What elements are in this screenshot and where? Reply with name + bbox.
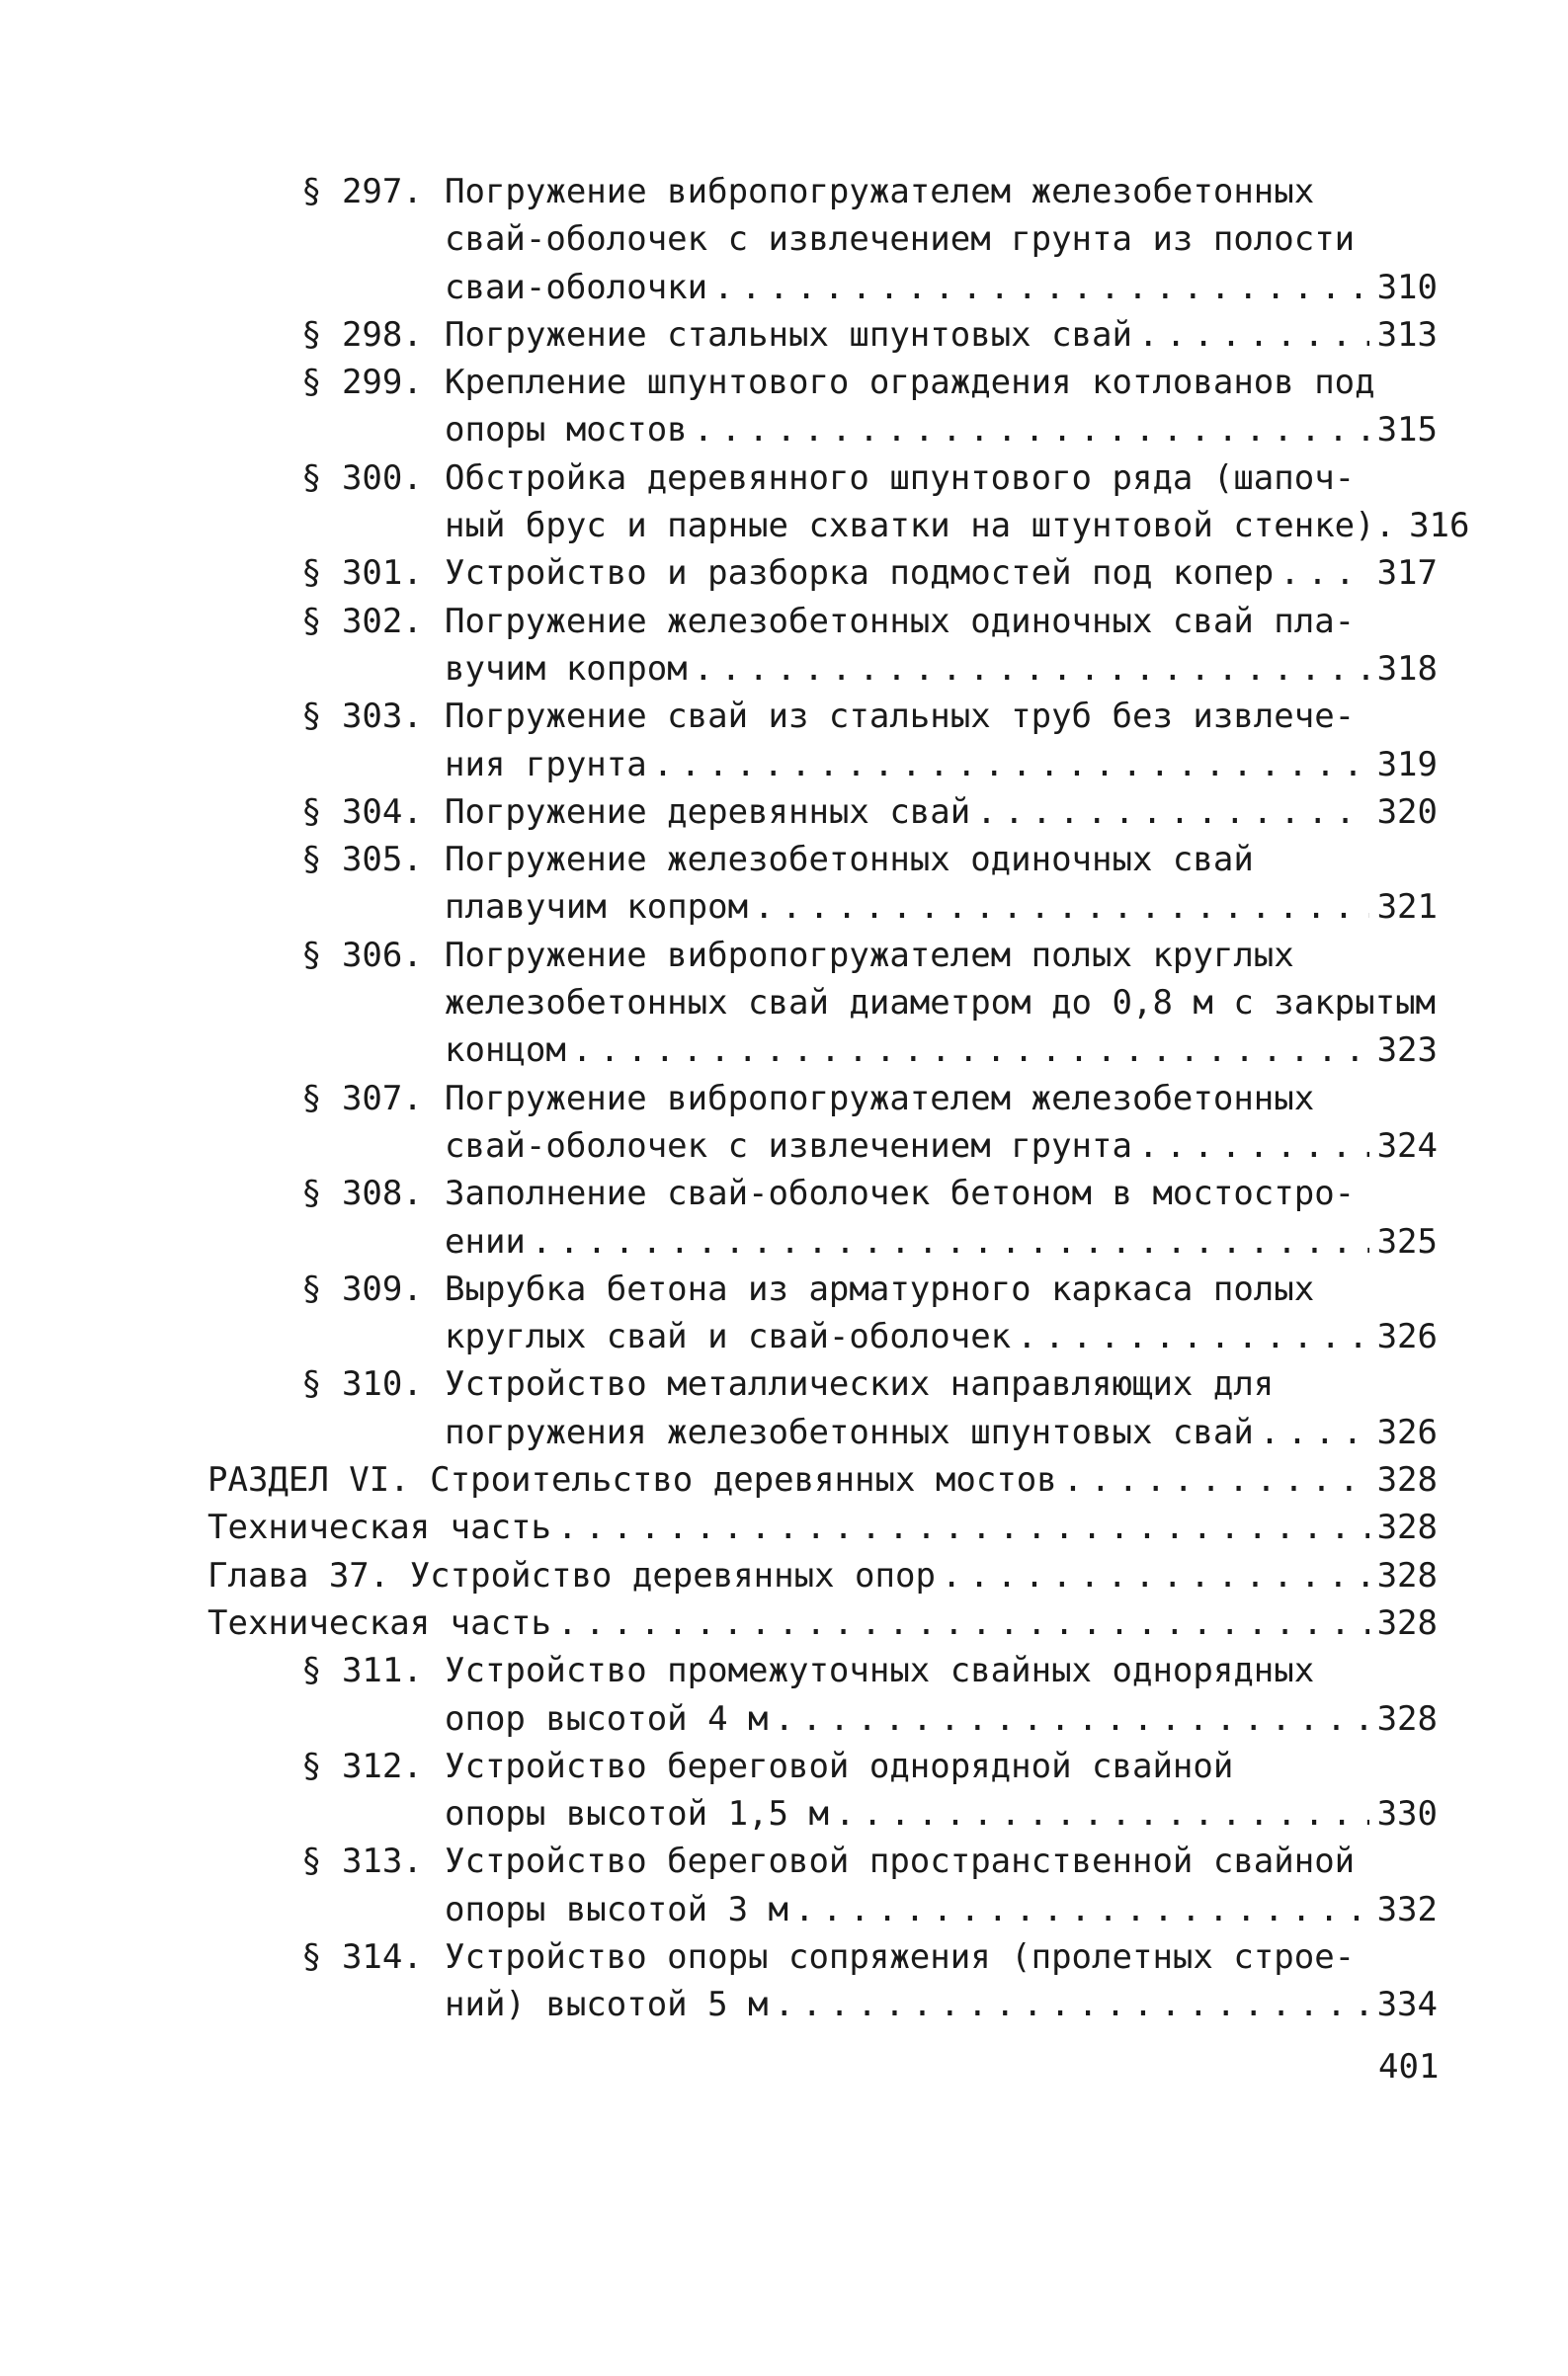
toc-entry-leader-row bbox=[445, 1218, 1438, 1266]
toc-page-ref: 319 bbox=[1376, 744, 1438, 784]
dot-leader bbox=[1138, 1122, 1369, 1170]
toc-entry-leader-row bbox=[207, 1599, 1438, 1647]
section-marker: § 308. bbox=[301, 1174, 423, 1214]
section-marker: § 305. bbox=[301, 840, 423, 880]
toc-entry-text-line: опоры мостов bbox=[445, 410, 688, 451]
dot-leader bbox=[976, 788, 1368, 836]
section-marker: § 302. bbox=[301, 601, 423, 641]
toc-page-ref: 325 bbox=[1376, 1221, 1438, 1262]
toc-section-entry bbox=[207, 1743, 1438, 1839]
toc-entry-text-line: опоры высотой 1,5 м bbox=[445, 1794, 829, 1835]
toc-entry-text-line: Устройство береговой однорядной свайной bbox=[445, 1746, 1234, 1786]
toc-entry-leader-row bbox=[445, 1981, 1438, 2028]
toc-entry-text-line: Устройство промежуточных свайных однорядных bbox=[445, 1651, 1315, 1691]
dot-leader bbox=[775, 1981, 1369, 2028]
toc-entry-leader-row bbox=[445, 264, 1438, 311]
toc-entry-text-line: Устройство металлических направляющих для bbox=[445, 1364, 1275, 1405]
toc-page-ref: 332 bbox=[1376, 1889, 1438, 1929]
section-marker: § 300. bbox=[301, 457, 423, 498]
toc-heading-entry bbox=[207, 1552, 1438, 1599]
section-marker: § 299. bbox=[301, 363, 423, 403]
toc-entry-text-line: свай-оболочек с извлечением грунта из полости bbox=[445, 219, 1356, 260]
toc-page-ref: 326 bbox=[1376, 1317, 1438, 1357]
dot-leader bbox=[557, 1504, 1369, 1551]
toc-entry-leader-row bbox=[445, 645, 1438, 693]
toc-section-entry bbox=[207, 1266, 1438, 1361]
toc-section-entry bbox=[207, 1360, 1438, 1456]
toc-page-ref: 318 bbox=[1376, 648, 1438, 689]
section-marker: § 297. bbox=[301, 172, 423, 211]
toc-entry-text-line: Устройство опоры сопряжения (пролетных строе- bbox=[445, 1936, 1356, 1977]
dot-leader bbox=[754, 883, 1369, 931]
toc-page-ref: 313 bbox=[1376, 314, 1438, 355]
dot-leader bbox=[1279, 549, 1368, 597]
toc-entry-leader-row bbox=[445, 1026, 1438, 1074]
toc-entry-text-line: Крепление шпунтового ограждения котлованов под bbox=[445, 363, 1375, 403]
toc-entry-text-line: Техническая часть bbox=[207, 1602, 551, 1643]
dot-leader bbox=[775, 1695, 1369, 1743]
toc-entry-leader-row bbox=[445, 883, 1438, 931]
toc-entry-leader-row bbox=[445, 1695, 1438, 1743]
toc-entry-text-line: РАЗДЕЛ VI. Строительство деревянных мостов bbox=[207, 1460, 1057, 1501]
toc-entry-text-line: вучим копром bbox=[445, 648, 688, 689]
toc-entry-leader-row bbox=[207, 1552, 1438, 1599]
toc-section-entry bbox=[207, 359, 1438, 454]
toc-entry-text-line: сваи-оболочки bbox=[445, 267, 708, 307]
toc-page-ref: 330 bbox=[1376, 1794, 1438, 1835]
toc-entry-leader-row bbox=[445, 1409, 1438, 1456]
section-marker: § 304. bbox=[301, 791, 423, 832]
toc-section-entry bbox=[207, 598, 1438, 694]
toc-entry-text-line: Глава 37. Устройство деревянных опор bbox=[207, 1555, 936, 1596]
toc-entry-leader-row bbox=[445, 788, 1438, 836]
toc-entry-text-line: плавучим копром bbox=[445, 887, 749, 928]
toc-entry-leader-row bbox=[445, 1790, 1438, 1838]
toc-section-entry bbox=[207, 788, 1438, 836]
toc-entry-text-line: ния грунта bbox=[445, 744, 647, 784]
section-marker: § 306. bbox=[301, 935, 423, 975]
toc-page-ref: 310 bbox=[1376, 267, 1438, 307]
toc-section-entry bbox=[207, 454, 1470, 550]
toc-page-ref: 321 bbox=[1376, 887, 1438, 928]
toc-entry-text-line: Устройство береговой пространственной свайной bbox=[445, 1842, 1356, 1882]
toc-entry-leader-row bbox=[207, 1504, 1438, 1551]
toc-page-ref: 315 bbox=[1376, 410, 1438, 451]
section-marker: § 312. bbox=[301, 1746, 423, 1786]
toc-section-entry bbox=[207, 836, 1438, 932]
section-marker: § 314. bbox=[301, 1936, 423, 1977]
page-number: 401 bbox=[1378, 2047, 1440, 2087]
dot-leader bbox=[1260, 1409, 1369, 1456]
toc-heading-entry bbox=[207, 1599, 1438, 1647]
toc-entry-text-line: концом bbox=[445, 1030, 566, 1071]
toc-entry-text-line: погружения железобетонных шпунтовых свай bbox=[445, 1412, 1254, 1452]
section-marker: § 310. bbox=[301, 1364, 423, 1405]
toc-entry-text-line: Погружение вибропогружателем железобетонных bbox=[445, 172, 1315, 211]
table-of-contents bbox=[207, 168, 1470, 2029]
toc-section-entry bbox=[207, 168, 1438, 311]
toc-section-entry bbox=[207, 549, 1438, 597]
toc-entry-text-line: Погружение стальных шпунтовых свай bbox=[445, 314, 1132, 355]
toc-entry-leader-row bbox=[445, 741, 1438, 788]
toc-entry-leader-row bbox=[445, 549, 1438, 597]
toc-page-ref: 328 bbox=[1376, 1508, 1438, 1548]
dot-leader bbox=[1138, 311, 1369, 359]
toc-section-entry bbox=[207, 1838, 1438, 1933]
dot-leader bbox=[1063, 1456, 1369, 1504]
section-marker: § 301. bbox=[301, 553, 423, 594]
dot-leader bbox=[653, 741, 1369, 788]
toc-entry-text-line: Погружение железобетонных одиночных свай пла- bbox=[445, 601, 1356, 641]
dot-leader bbox=[794, 1886, 1369, 1933]
toc-entry-text-line: Устройство и разборка подмостей под копер bbox=[445, 553, 1275, 594]
dot-leader bbox=[694, 406, 1369, 453]
toc-entry-text-line: железобетонных свай диаметром до 0,8 м с закрытым bbox=[445, 983, 1437, 1024]
toc-section-entry bbox=[207, 311, 1438, 359]
toc-page-ref: 326 bbox=[1376, 1412, 1438, 1452]
toc-entry-text-line: Погружение свай из стальных труб без извлече- bbox=[445, 696, 1356, 737]
toc-page-ref: 324 bbox=[1376, 1125, 1438, 1166]
toc-page-ref: 323 bbox=[1376, 1030, 1438, 1071]
toc-page-ref: 334 bbox=[1376, 1985, 1438, 2025]
dot-leader bbox=[835, 1790, 1369, 1838]
section-marker: § 313. bbox=[301, 1842, 423, 1882]
section-marker: § 309. bbox=[301, 1269, 423, 1309]
toc-page-ref: 328 bbox=[1376, 1698, 1438, 1739]
section-marker: § 307. bbox=[301, 1078, 423, 1118]
toc-section-entry bbox=[207, 1075, 1438, 1171]
toc-section-entry bbox=[207, 1170, 1438, 1266]
toc-page-ref: 328 bbox=[1376, 1460, 1438, 1501]
dot-leader bbox=[713, 264, 1368, 311]
toc-entry-text-line: Погружение вибропогружателем железобетонных bbox=[445, 1078, 1315, 1118]
toc-page-ref: 317 bbox=[1376, 553, 1438, 594]
toc-entry-leader-row bbox=[445, 1122, 1438, 1170]
toc-page-ref: 328 bbox=[1376, 1602, 1438, 1643]
toc-entry-text-line: Погружение вибропогружателем полых круглых bbox=[445, 935, 1294, 975]
toc-heading-entry bbox=[207, 1456, 1438, 1504]
dot-leader bbox=[572, 1026, 1369, 1074]
toc-entry-leader-row bbox=[445, 406, 1438, 453]
toc-entry-leader-row bbox=[445, 502, 1470, 549]
toc-entry-text-line: опор высотой 4 м bbox=[445, 1698, 769, 1739]
dot-leader bbox=[557, 1599, 1369, 1647]
toc-entry-leader-row bbox=[445, 311, 1438, 359]
toc-section-entry bbox=[207, 932, 1438, 1075]
toc-section-entry bbox=[207, 1647, 1438, 1743]
toc-entry-text-line: опоры высотой 3 м bbox=[445, 1889, 788, 1929]
toc-page-ref: 320 bbox=[1376, 791, 1438, 832]
toc-entry-text-line: ний) высотой 5 м bbox=[445, 1985, 769, 2025]
toc-entry-text-line: Погружение железобетонных одиночных свай bbox=[445, 840, 1254, 880]
toc-page-ref: 316 bbox=[1409, 506, 1470, 546]
toc-heading-entry bbox=[207, 1504, 1438, 1551]
toc-entry-text-line: Вырубка бетона из арматурного каркаса полых bbox=[445, 1269, 1315, 1309]
section-marker: § 298. bbox=[301, 314, 423, 355]
section-marker: § 303. bbox=[301, 696, 423, 737]
toc-entry-text-line: ении bbox=[445, 1221, 526, 1262]
toc-entry-leader-row bbox=[445, 1886, 1438, 1933]
toc-entry-text-line: ный брус и парные схватки на штунтовой стенке). bbox=[445, 506, 1396, 546]
toc-entry-text-line: Техническая часть bbox=[207, 1508, 551, 1548]
toc-entry-text-line: круглых свай и свай-оболочек bbox=[445, 1317, 1012, 1357]
toc-entry-leader-row bbox=[207, 1456, 1438, 1504]
toc-entry-text-line: свай-оболочек с извлечением грунта bbox=[445, 1125, 1132, 1166]
toc-entry-leader-row bbox=[445, 1313, 1438, 1360]
section-marker: § 311. bbox=[301, 1651, 423, 1691]
toc-entry-text-line: Обстройка деревянного шпунтового ряда (шапоч- bbox=[445, 457, 1356, 498]
toc-section-entry bbox=[207, 1933, 1438, 2029]
toc-page-ref: 328 bbox=[1376, 1555, 1438, 1596]
toc-entry-text-line: Погружение деревянных свай bbox=[445, 791, 971, 832]
toc-entry-text-line: Заполнение свай-оболочек бетоном в мостостро- bbox=[445, 1174, 1356, 1214]
dot-leader bbox=[1017, 1313, 1368, 1360]
dot-leader bbox=[942, 1552, 1369, 1599]
dot-leader bbox=[694, 645, 1369, 693]
dot-leader bbox=[532, 1218, 1369, 1266]
toc-section-entry bbox=[207, 693, 1438, 788]
